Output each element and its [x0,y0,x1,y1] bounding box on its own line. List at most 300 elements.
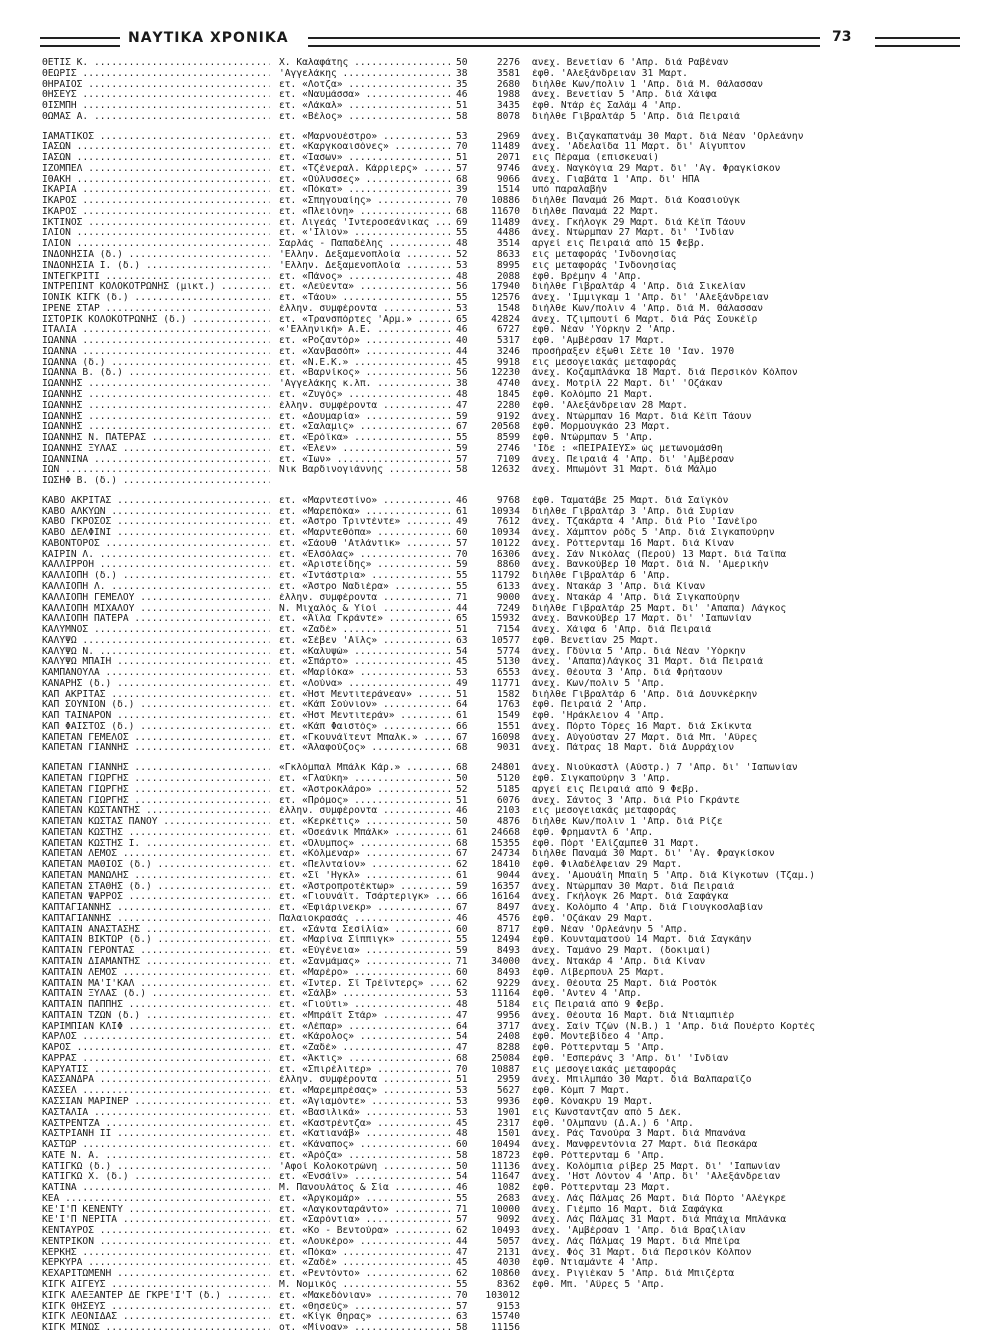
voyage-status: άνεχ. Ρόττερνταμ 16 Μαρτ. διά Κίναν [532,538,735,549]
build-year: 68 [456,838,468,849]
gross-tonnage: 3514 [496,239,520,250]
ship-owner: ετ. «Κάρολος» ..... [279,1032,451,1043]
ship-name: ΚΑΛΥΨΩ ΜΠΑΙΗ ..... [42,657,270,668]
ship-owner: ετ. «Λέπαρ» ..... [279,1022,451,1033]
voyage-status: έφθ. Νέαν 'Υόρκην 2 'Απρ. [532,325,677,336]
ship-name: ΚΑΛΛΙΟΠΗ Λ. ..... [42,582,270,593]
ship-name: ΚΕΝΤΡΙΚΟΝ ..... [42,1237,270,1248]
voyage-status: διήλθε Παναμά 26 Μαρτ. διά Κοασιούγκ [532,196,740,207]
voyage-status: προσήραξεν έξωθι Σέτε 10 'Ιαν. 1970 [532,346,735,357]
build-year: 57 [456,454,468,465]
ship-row [42,1054,962,1065]
build-year: 50 [456,817,468,828]
ship-owner: ετ. «Καλυψώ» ..... [279,647,451,658]
build-year: 62 [456,1269,468,1280]
ship-owner: ετ. «Σάουθ 'Ατλάντικ» ..... [279,539,451,550]
ship-row [42,774,962,785]
ship-row [42,58,962,69]
ship-owner: ετ. «Τάου» ..... [279,293,451,304]
gross-tonnage: 9768 [496,495,520,506]
ship-owner: ετ. «Κάπ Σούνιον» ..... [279,700,451,711]
ship-name: ΚΑΠΕΤΑΝ ΓΙΑΝΝΗΣ ..... [42,763,270,774]
ship-register-list [42,58,962,1343]
build-year: 71 [456,592,468,603]
ship-name: ΚΑΠΕΤΑΝ ΨΑΡΡΟΣ ..... [42,892,270,903]
build-year: 65 [456,314,468,325]
gross-tonnage: 5130 [496,657,520,668]
ship-owner: ετ. «Σπιρέλιτερ» ..... [279,1065,451,1076]
ship-row [42,1291,962,1302]
build-year: 38 [456,68,468,79]
ship-owner: ετ. «Μαρεπόκα» ..... [279,507,451,518]
ship-owner: έλλην. συμφέροντα ..... [279,401,451,412]
gross-tonnage: 16098 [491,732,520,743]
ship-group [42,132,962,487]
ship-owner: ετ. «Γιούτι» ..... [279,1000,451,1011]
ship-row [42,80,962,91]
build-year: 45 [456,357,468,368]
gross-tonnage: 8288 [496,1043,520,1054]
ship-row [42,507,962,518]
ship-row [42,679,962,690]
ship-name: ΚΑΠΤΑΙΝ ΞΥΛΑΣ (δ.) ..... [42,989,270,1000]
build-year: 47 [456,1010,468,1021]
ship-row [42,1075,962,1086]
ship-owner: ετ. «Άστρο Ναδιέρα» ..... [279,582,451,593]
ship-name: ΚΑΠΤΑΙΝ ΛΕΜΟΣ ..... [42,968,270,979]
ship-owner: ετ. «Κάναπος» ..... [279,1140,451,1151]
build-year: 49 [456,678,468,689]
gross-tonnage: 9066 [496,174,520,185]
gross-tonnage: 10934 [491,506,520,517]
ship-row [42,1205,962,1216]
build-year: 51 [456,625,468,636]
build-year: 66 [456,892,468,903]
ship-name: ΘΩΜΑΣ Α. ..... [42,112,270,123]
page-header [40,28,960,54]
build-year: 46 [456,913,468,924]
voyage-status: 'Ιδε : «ΠΕΙΡΑΙΕΥΣ» ώς μετωνομάσθη [532,443,723,454]
ship-owner: ετ. «Λούνα» ..... [279,679,451,690]
ship-row [42,112,962,123]
voyage-status: διήλθε Γιβραλτάρ 6 'Απρ. διά Δουνκέρκην [532,689,758,700]
ship-name: ΚΕΡΚΗΣ ..... [42,1248,270,1259]
voyage-status: άνεχ. Σάντος 3 'Απρ. διά Ρίο Γκράντε [532,795,740,806]
build-year: 67 [456,849,468,860]
ship-row [42,946,962,957]
ship-row [42,860,962,871]
ship-row [42,733,962,744]
build-year: 44 [456,1236,468,1247]
build-year: 70 [456,196,468,207]
voyage-status: άνεχ. Βανκούβερ 10 Μαρτ. διά Ν. 'Αμερικήν [532,560,769,571]
voyage-status: εις μεταφοράς 'Ινδονησίας [532,250,677,261]
voyage-status: άνεχ. Πειραιά 4 'Απρ. δι' 'Αμβέρσαν [532,454,735,465]
ship-name: ΙΩΑΝΝΗΣ ..... [42,412,270,423]
gross-tonnage: 10000 [491,1204,520,1215]
gross-tonnage: 5627 [496,1086,520,1097]
voyage-status: εις μεσογειακάς μεταφοράς [532,357,677,368]
gross-tonnage: 9918 [496,357,520,368]
build-year: 62 [456,860,468,871]
ship-name: ΙΩΝ ..... [42,465,270,476]
build-year: 68 [456,763,468,774]
ship-row [42,1258,962,1269]
ship-row [42,539,962,550]
ship-name: ΚΑΡΥΑΤΙΣ ..... [42,1065,270,1076]
ship-row [42,828,962,839]
gross-tonnage: 8493 [496,946,520,957]
ship-name: ΙΤΑΛΙΑ ..... [42,325,270,336]
ship-name: ΘΕΩΡΙΣ ..... [42,69,270,80]
ship-row [42,250,962,261]
build-year: 55 [456,293,468,304]
header-rule-right [875,37,960,47]
ship-row [42,1194,962,1205]
build-year: 66 [456,721,468,732]
gross-tonnage: 8717 [496,924,520,935]
build-year: 68 [456,1053,468,1064]
ship-row [42,1011,962,1022]
ship-name: ΚΑΛΛΙΟΠΗ ΓΕΜΕΛΟΥ ..... [42,593,270,604]
build-year: 53 [456,1086,468,1097]
ship-name: ΚΑΠΤΑΙΝ ΓΕΡΟΝΤΑΣ ..... [42,946,270,957]
voyage-status: άνεχ. Ριγιέκαν 5 'Απρ. διά Μπιζέρτα [532,1269,735,1280]
build-year: 53 [456,1096,468,1107]
ship-name: ΚΑΛΛΙΟΠΗ ΠΑΤΕΡΑ ..... [42,614,270,625]
ship-row [42,903,962,914]
ship-name: ΚΙΓΚ ΛΕΟΝΙΔΑΣ ..... [42,1312,270,1323]
gross-tonnage: 1988 [496,90,520,101]
ship-row [42,422,962,433]
voyage-status: άνεχ. Χάιφα 6 'Απρ. διά Πειραιά [532,625,712,636]
ship-name: ΚΑΛΥΜΝΟΣ ..... [42,625,270,636]
voyage-status: εις μεσογειακάς μεταφοράς [532,1064,677,1075]
ship-row [42,989,962,1000]
ship-owner: ετ. «Ήστ Μεντιτεράν» ..... [279,711,451,722]
build-year: 54 [456,646,468,657]
gross-tonnage: 1082 [496,1183,520,1194]
build-year: 62 [456,978,468,989]
voyage-status: άνεχ. Θέουτα 25 Μαρτ. διά Ροστόκ [532,978,717,989]
ship-owner: ετ. «Άϊλα Γκράντε» ..... [279,614,451,625]
gross-tonnage: 10860 [491,1269,520,1280]
ship-owner: «Γκλόμπαλ Μπάλκ Κάρ.» ..... [279,763,451,774]
ship-row [42,871,962,882]
ship-name: ΚΑΛΛΙΡΡΟΗ ..... [42,560,270,571]
gross-tonnage: 6076 [496,795,520,806]
voyage-status: έφθ. 'Αλεξάνδρειαν 31 Μαρτ. [532,68,688,79]
ship-owner: έλλην. συμφέροντα ..... [279,304,451,315]
voyage-status: άνεχ. Αύγούσταν 27 Μαρτ. διά Μπ. 'Αϋρες [532,732,758,743]
ship-row [42,647,962,658]
build-year: 51 [456,153,468,164]
ship-owner: ετ. «Θησεύς» ..... [279,1302,451,1313]
ship-row [42,743,962,754]
ship-name: ΚΑΠ ΦΑΙΣΤΟΣ (δ.) ..... [42,722,270,733]
voyage-status: άνεχ. Πάτρας 18 Μαρτ. διά Δυρράχιον [532,743,735,754]
ship-owner: Μ. Πανουλάτος & Σία ..... [279,1183,451,1194]
build-year: 59 [456,411,468,422]
ship-owner: ετ. «Εύγένεια» ..... [279,946,451,957]
ship-name: ΙΩΑΝΝΗΣ ..... [42,401,270,412]
ship-row [42,711,962,722]
ship-row [42,272,962,283]
ship-name: ΚΑΣΣΕΛ ..... [42,1086,270,1097]
build-year: 60 [456,924,468,935]
gross-tonnage: 11164 [491,989,520,1000]
voyage-status: διήλθε Παναμά 22 Μαρτ. [532,206,660,217]
gross-tonnage: 8078 [496,111,520,122]
gross-tonnage: 6133 [496,581,520,592]
voyage-status: άνεχ. Κων/πολιν 5 'Απρ. [532,678,665,689]
build-year: 70 [456,142,468,153]
build-year: 45 [456,1118,468,1129]
gross-tonnage: 4876 [496,817,520,828]
ship-row [42,979,962,990]
gross-tonnage: 5317 [496,336,520,347]
ship-row [42,796,962,807]
ship-name: ΚΑΒΟΝΤΟΡΟΣ ..... [42,539,270,550]
build-year: 40 [456,336,468,347]
voyage-status: άνεχ. 'Απαπα)Λάγκος 31 Μαρτ. διά Πειραιά [532,657,764,668]
ship-row [42,293,962,304]
ship-owner: ετ. «Μαρίόκα» ..... [279,668,451,679]
voyage-status: άνεχ. Τζιμπουτί 6 Μαρτ. διά Ράς Σουκέϊρ [532,314,758,325]
build-year: 55 [456,1193,468,1204]
ship-row [42,1151,962,1162]
voyage-status: έφθ. Ρόττερνταμ 5 'Απρ. [532,1043,665,1054]
build-year: 59 [456,946,468,957]
ship-row [42,914,962,925]
ship-row [42,101,962,112]
build-year: 44 [456,346,468,357]
build-year: 70 [456,549,468,560]
voyage-status: έφθ. Ντάρ ές Σαλάμ 4 'Απρ. [532,101,683,112]
voyage-status: εις μεσογειακάς μεταφοράς [532,806,677,817]
ship-owner: ετ. «Σπάρτο» ..... [279,657,451,668]
gross-tonnage: 8995 [496,260,520,271]
gross-tonnage: 1763 [496,700,520,711]
ship-owner: ετ. «Μαρέρο» ..... [279,968,451,979]
gross-tonnage: 12632 [491,465,520,476]
ship-name: ΙΚΑΡΟΣ ..... [42,207,270,218]
ship-name: ΚΑΣΤΩΡ ..... [42,1140,270,1151]
ship-name: ΙΩΑΝΝΑ ..... [42,336,270,347]
ship-row [42,604,962,615]
ship-row [42,336,962,347]
voyage-status: άνεχ. Γιαβάτα 1 'Απρ. δι' ΗΠΑ [532,174,700,185]
ship-row [42,304,962,315]
voyage-status: έφθ. Μπ. 'Αϋρες 5 'Απρ. [532,1279,665,1290]
voyage-status: άνεχ. Ντακάρ 4 'Απρ. διά Σιγκαπούρην [532,592,740,603]
ship-name: ΚΑΠΕΤΑΝ ΓΙΩΡΓΗΣ ..... [42,796,270,807]
voyage-status: άνεχ. Κοζαμπλάνκα 18 Μαρτ. διά Περσικόν Κόλπον [532,368,798,379]
voyage-status: διήλθε Γιβραλτάρ 3 'Απρ. διά Συρίαν [532,506,735,517]
ship-name: ΚΑΠΤΑΙΝ ΤΖΩΝ (δ.) ..... [42,1011,270,1022]
ship-owner: ετ. «Ίντερ. Σῖ Τρέϊντερς» ..... [279,979,451,990]
ship-name: ΘΗΡΑΙΟΣ ..... [42,80,270,91]
gross-tonnage: 10934 [491,528,520,539]
build-year: 68 [456,206,468,217]
ship-name: ΙΖΟΜΠΕΛ ..... [42,164,270,175]
voyage-status: διήλθε Κων/πολιν 1 'Απρ. διά Ρίζε [532,817,723,828]
gross-tonnage: 3717 [496,1021,520,1032]
build-year: 58 [456,111,468,122]
gross-tonnage: 2131 [496,1247,520,1258]
ship-owner: ετ. «Μαρντεθόπα» ..... [279,528,451,539]
ship-name: ΚΑΤΙΝΑ ..... [42,1183,270,1194]
voyage-status: έφθ. 'Ηράκλειον 4 'Απρ. [532,711,665,722]
gross-tonnage: 9229 [496,978,520,989]
gross-tonnage: 6553 [496,668,520,679]
voyage-status: έφθ. Πειραιά 2 'Απρ. [532,700,648,711]
gross-tonnage: 7109 [496,454,520,465]
ship-name: ΚΑΜΠΑΝΟΥΛΑ ..... [42,668,270,679]
ship-row [42,496,962,507]
gross-tonnage: 12230 [491,368,520,379]
gross-tonnage: 2683 [496,1193,520,1204]
ship-row [42,1065,962,1076]
ship-row [42,175,962,186]
ship-owner: ετ. «Άλαφούζος» ..... [279,743,451,754]
ship-row [42,700,962,711]
voyage-status: υπό παραλαβήν [532,185,608,196]
gross-tonnage: 5057 [496,1236,520,1247]
ship-row [42,1312,962,1323]
header-rule-left [40,37,120,47]
build-year: 59 [456,443,468,454]
ship-owner: ετ. «Ρεντόντο» ..... [279,1269,451,1280]
build-year: 35 [456,79,468,90]
build-year: 52 [456,250,468,261]
voyage-status: έφθ. Φρημαντλ 6 'Απρ. [532,827,654,838]
ship-name: ΚΑΣΣΙΑΝ ΜΑΡΙΝΕΡ ..... [42,1097,270,1108]
ship-owner: ετ. «Κόλμεναρ» ..... [279,849,451,860]
gross-tonnage: 2969 [496,131,520,142]
ship-name: ΚΑΠΤΑΙΝ ΒΙΚΤΩΡ (δ.) ..... [42,935,270,946]
ship-row [42,593,962,604]
ship-owner: ετ. «Άστροκλάρο» ..... [279,785,451,796]
build-year: 55 [456,228,468,239]
ship-row [42,282,962,293]
ship-owner: ετ. «Έλσόλας» ..... [279,550,451,561]
ship-owner: ετ. «Σαρόντια» ..... [279,1215,451,1226]
ship-name: ΚΑΠΕΤΑΝ ΚΩΣΤΑΣ ΠΑΝΟΥ ..... [42,817,270,828]
voyage-status: έφθ. Μοντεβίδεο 4 'Απρ. [532,1032,665,1043]
voyage-status: διήλθε Παναμά 30 Μαρτ. δι' 'Αγ. Φραγκίσκον [532,849,775,860]
ship-owner: ετ. «Άγιαμόντε» ..... [279,1097,451,1108]
ship-owner: ετ. «Σῖ 'Ηγκλ» ..... [279,871,451,882]
gross-tonnage: 1514 [496,185,520,196]
voyage-status: άνεχ. 'Αδελαΐδα 11 Μαρτ. δι' Αίγυπτον [532,142,746,153]
voyage-status: άνεχ. Ντώρμπαν 30 Μαρτ. διά Πειραιά [532,881,735,892]
ship-name: ΙΛΙΟΝ ..... [42,239,270,250]
build-year: 53 [456,668,468,679]
ship-name: ΙΝΤΡΕΠΙΝΤ ΚΟΛΟΚΟΤΡΩΝΗΣ (μικτ.) ..... [42,282,270,293]
voyage-status: έφθ. Κόνακρυ 19 Μαρτ. [532,1096,654,1107]
ship-owner: ετ. «Μπράϊτ Στάρ» ..... [279,1011,451,1022]
build-year: 53 [456,989,468,1000]
build-year: 48 [456,1000,468,1011]
ship-name: ΚΑΠΕΤΑΝ ΚΩΣΤΑΝΤΗΣ ..... [42,806,270,817]
voyage-status: άνεχ. Ναγκόγια 29 Μαρτ. δι' 'Αγ. Φραγκίσκον [532,163,781,174]
ship-owner: ετ. «Πρόμος» ..... [279,796,451,807]
ship-row [42,379,962,390]
build-year: 68 [456,174,468,185]
ship-row [42,528,962,539]
ship-name: ΚΑΠΤΑΙΝ ΑΝΑΣΤΑΣΗΣ ..... [42,925,270,936]
gross-tonnage: 15932 [491,614,520,625]
ship-row [42,1237,962,1248]
gross-tonnage: 1501 [496,1129,520,1140]
voyage-status: αργεί εις Πειραιά από 9 Φεβρ. [532,784,700,795]
voyage-status: άνεχ. Γκήλογκ 29 Μαρτ. διά Κέϊπ Τάουν [532,217,746,228]
ship-name: ΙΣΤΟΡΙΚ ΚΟΛΟΚΟΤΡΩΝΗΣ (δ.) ..... [42,315,270,326]
ship-name: ΙΚΤΙΝΟΣ ..... [42,218,270,229]
gross-tonnage: 2103 [496,806,520,817]
ship-name: ΚΑΠΕΤΑΝ ΜΑΘΙΟΣ (δ.) ..... [42,860,270,871]
ship-name: ΚΕΝΤΑΥΡΟΣ ..... [42,1226,270,1237]
ship-name: ΚΑΤΙΓΚΩ (δ.) ..... [42,1162,270,1173]
ship-group [42,763,962,1334]
ship-owner: ετ. «Γλαύκη» ..... [279,774,451,785]
gross-tonnage: 24801 [491,763,520,774]
gross-tonnage: 24734 [491,849,520,860]
ship-row [42,401,962,412]
ship-owner: ετ. «Ίντάστρια» ..... [279,571,451,582]
ship-owner: ετ. «Ένσάϊν» ..... [279,1172,451,1183]
build-year: 39 [456,185,468,196]
ship-owner: ετ. «Κατιανάβ» ..... [279,1129,451,1140]
ship-row [42,207,962,218]
ship-owner: ετ. «Πελνταίον» ..... [279,860,451,871]
ship-row [42,433,962,444]
ship-name: ΚΙΓΚ ΑΙΓΕΥΣ ..... [42,1280,270,1291]
ship-name: ΚΑΛΛΙΟΠΗ ΜΙΧΑΛΟΥ ..... [42,604,270,615]
ship-name: ΚΑΠ ΣΟΥΝΙΟΝ (δ.) ..... [42,700,270,711]
ship-row [42,1172,962,1183]
ship-owner: ετ. «Γιουνάϊτ. Τσάρτεριγκ» ..... [279,892,451,903]
ship-owner: Μ. Νομικός ..... [279,1280,451,1291]
ship-name: ΚΑΛΥΨΩ ..... [42,636,270,647]
gross-tonnage: 9092 [496,1215,520,1226]
gross-tonnage: 11489 [491,217,520,228]
voyage-status: άνεχ. Κολόμπια ρίβερ 25 Μαρτ. δι' 'Ιαπωνίαν [532,1161,781,1172]
ship-name: ΚΑΝΑΡΗΣ (δ.) ..... [42,679,270,690]
voyage-status: έφθ. 'Ολμπανυ (Δ.Α.) 6 'Απρ. [532,1118,694,1129]
ship-owner: ετ. «Άστρο Τριντέντε» ..... [279,517,451,528]
gross-tonnage: 2071 [496,153,520,164]
gross-tonnage: 10122 [491,538,520,549]
build-year: 55 [456,571,468,582]
ship-owner: ετ. «'Ιλιον» ..... [279,228,451,239]
ship-name: ΚΑΠΤΑΙΝ ΜΑ'Ι'ΚΑΛ ..... [42,979,270,990]
ship-owner: ετ. Λιγεάς 'Ιντεροσεάνικας ..... [279,218,451,229]
ship-name: ΚΑΠΤΑΙΝ ΔΙΑΜΑΝΤΗΣ ..... [42,957,270,968]
ship-owner: ετ. «Σάντα Σεσίλία» ..... [279,925,451,936]
ship-name: ΚΑΒΟ ΑΛΚΥΩΝ ..... [42,507,270,518]
voyage-status: έφθ. Κόμπ 7 Μαρτ. [532,1086,631,1097]
gross-tonnage: 2088 [496,271,520,282]
ship-row [42,560,962,571]
build-year: 71 [456,957,468,968]
ship-name: ΙΩΑΝΝΗΣ Ν. ΠΑΤΕΡΑΣ ..... [42,433,270,444]
ship-row [42,1119,962,1130]
build-year: 55 [456,433,468,444]
voyage-status: άνεχ. Τζακάρτα 4 'Απρ. διά Ρίο 'Ιανέϊρο [532,517,758,528]
gross-tonnage: 9031 [496,743,520,754]
